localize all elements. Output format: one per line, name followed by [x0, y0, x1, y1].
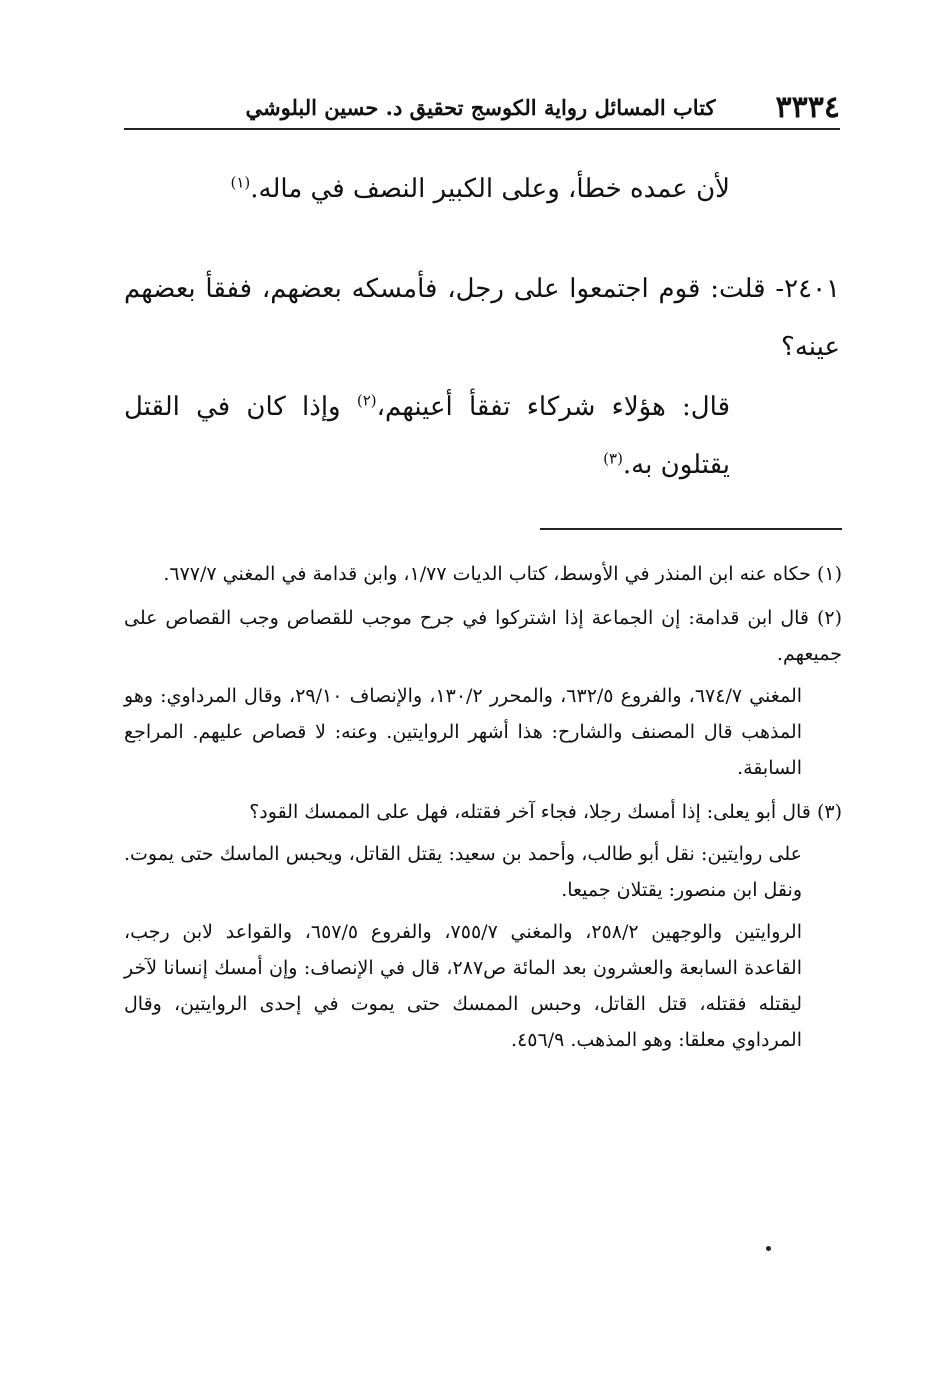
footnote-paragraph: على روايتين: نقل أبو طالب، وأحمد بن سعيد: يقتل القاتل، ويحبس الماسك حتى يموت. ونقل ابن منصور: يقتلان جميعا. [124, 843, 802, 901]
footnotes [124, 556, 842, 1066]
footnote-text: قال أبو يعلى: إذا أمسك رجلا، فجاء آخر فقتله، فهل على الممسك القود؟ [249, 801, 811, 823]
footnote-2 [124, 600, 842, 786]
footnote-text: حكاه عنه ابن المنذر في الأوسط، كتاب الديات ١/٧٧، وابن قدامة في المغني ٦٧٧/٧. [163, 563, 811, 585]
paragraph-continuation [124, 160, 840, 218]
question-text: قلت: قوم اجتمعوا على رجل، فأمسكه بعضهم، ففقأ بعضهم عينه؟ [124, 274, 840, 362]
page-header [124, 86, 840, 126]
footnote-3 [124, 794, 842, 1058]
footnote-ref: (٣) [603, 449, 623, 468]
paragraph-text: لأن عمده خطأ، وعلى الكبير النصف في ماله. [250, 174, 730, 204]
header-rule [124, 128, 840, 130]
footnote-label: (٢) [816, 607, 842, 629]
page-number: ٣٣٣٤ [775, 90, 840, 125]
answer-text-b: وإذا كان في القتل يقتلون به. [124, 392, 730, 480]
question-2401 [124, 260, 840, 376]
footnote-label: (٣) [816, 801, 842, 823]
answer-2401 [124, 378, 840, 494]
footnote-label: (١) [816, 563, 842, 585]
footnote-ref: (٢) [356, 391, 377, 410]
footnote-paragraph: الروايتين والوجهين ٢٥٨/٢، والمغني ٧٥٥/٧، والفروع ٦٥٧/٥، والقواعد لابن رجب، القاعدة السابعة والعشرون بعد المائة ص٢٨٧، قال في الإنصاف: وإن أمسك إنسانا لآخر ليقتله فقتله، قتل القاتل، وحبس الممسك حتى يموت في إحدى الروايتين، وقال المرداوي معلقا: وهو المذهب. ٤٥٦/٩. [124, 921, 802, 1051]
footnote-separator [540, 528, 842, 530]
footnote-ref: (١) [230, 173, 251, 192]
running-title: كتاب المسائل رواية الكوسج تحقيق د. حسين البلوشي [245, 95, 716, 120]
footnote-text: قال ابن قدامة: إن الجماعة إذا اشتركوا في جرح موجب للقصاص وجب القصاص على جميعهم. [124, 607, 842, 665]
stray-mark [766, 1246, 771, 1251]
answer-text-a: قال: هؤلاء شركاء تفقأ أعينهم، [376, 392, 731, 422]
footnote-paragraph: المغني ٦٧٤/٧، والفروع ٦٣٢/٥، والمحرر ١٣٠/٢، والإنصاف ٢٩/١٠، وقال المرداوي: وهو المذهب قال المصنف والشارح: هذا أشهر الروايتين. وعنه: لا قصاص عليهم. المراجع السابقة. [124, 685, 803, 779]
question-number: ٢٤٠١- [775, 274, 840, 304]
footnote-1 [124, 556, 842, 592]
